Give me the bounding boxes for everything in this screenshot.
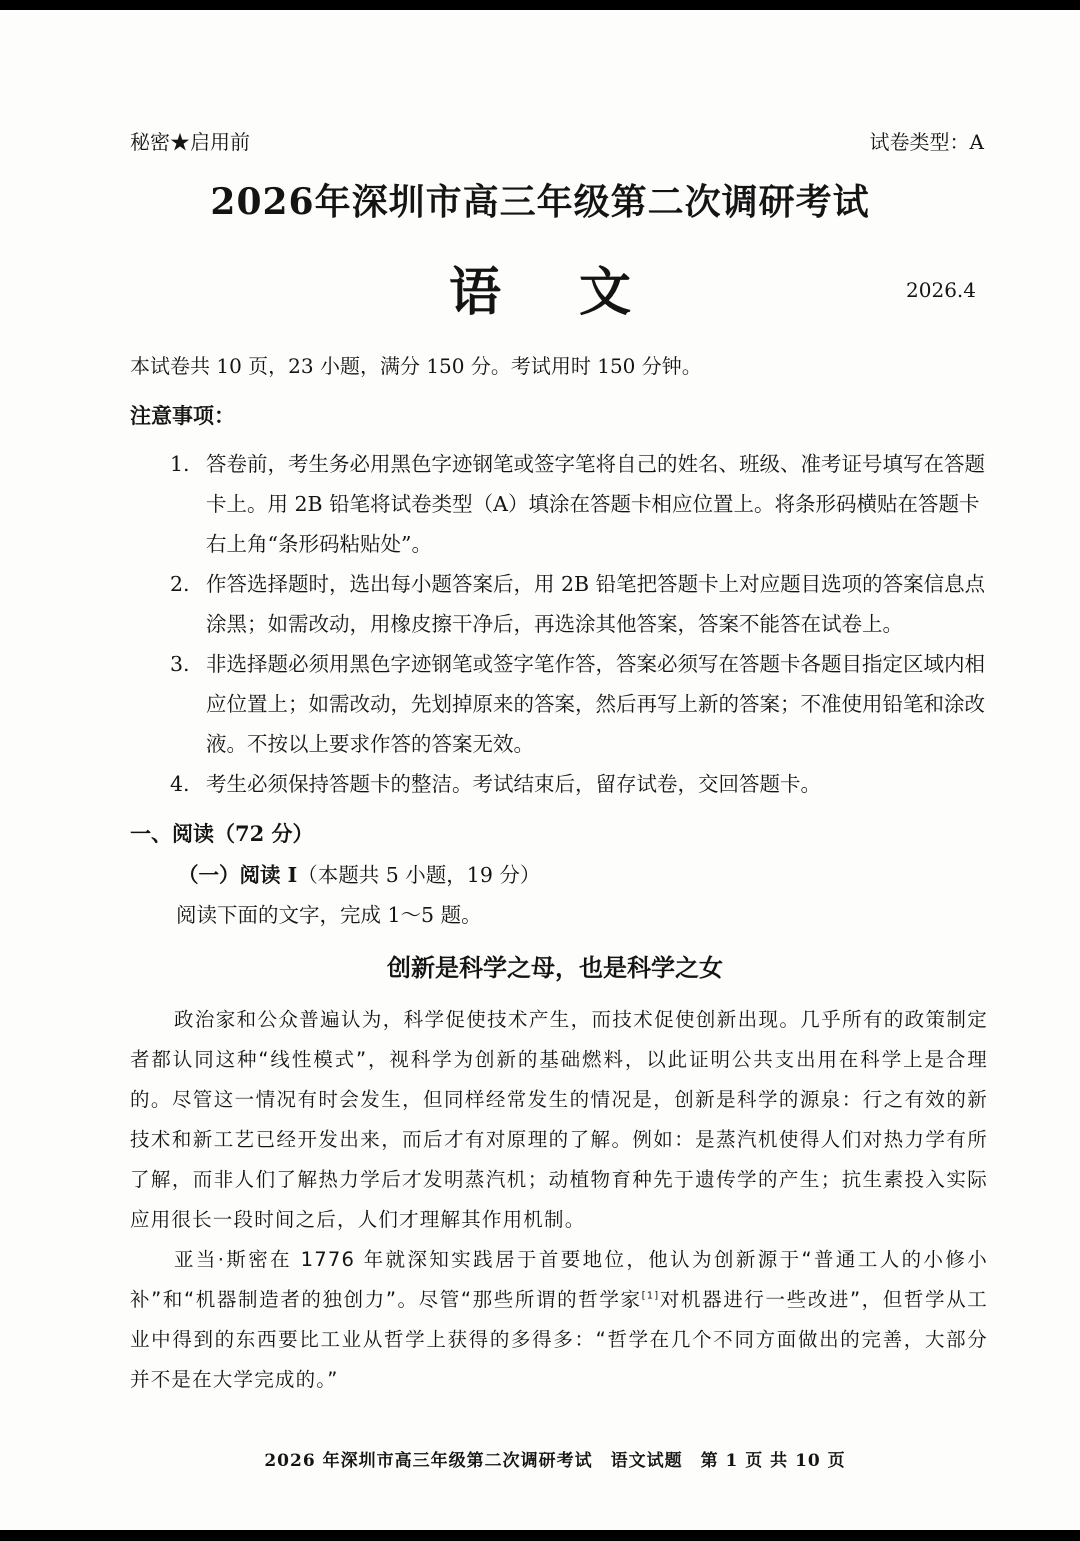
subsection-heading bbox=[178, 858, 540, 888]
note-text: 考生必须保持答题卡的整洁。考试结束后，留存试卷，交回答题卡。 bbox=[206, 772, 821, 796]
exam-summary: 本试卷共 10 页，23 小题，满分 150 分。考试用时 150 分钟。 bbox=[130, 354, 702, 378]
confidential-label: 秘密★启用前 bbox=[130, 130, 250, 154]
exam-title: 2026年深圳市高三年级第二次调研考试 bbox=[210, 181, 870, 223]
subsection-label: （一）阅读 I bbox=[178, 863, 298, 887]
section-heading: 一、阅读（72 分） bbox=[130, 821, 314, 846]
footnote-marker: [1] bbox=[641, 1290, 660, 1302]
note-number: 1. bbox=[170, 452, 190, 476]
page-footer: 2026 年深圳市高三年级第二次调研考试 语文试题 第 1 页 共 10 页 bbox=[264, 1451, 846, 1471]
exam-date: 2026.4 bbox=[906, 278, 976, 302]
note-number: 3. bbox=[170, 652, 190, 676]
note-item-1 bbox=[170, 444, 990, 564]
paper-type-label: 试卷类型：A bbox=[869, 130, 984, 154]
subject-char-1: 语 bbox=[448, 262, 501, 323]
article-paragraph-2 bbox=[130, 1240, 988, 1400]
article-paragraph-1: 政治家和公众普遍认为，科学促使技术产生，而技术促使创新出现。几乎所有的政策制定者都认同这种“线性模式”，视科学为创新的基础燃料，以此证明公共支出用在科学上是合理的。尽管这一情况有时会发生，但同样经常发生的情况是，创新是科学的源泉：行之有效的新技术和新工艺已经开发出来，而后才有对原理的了解。例如：是蒸汽机使得人们对热力学有所了解，而非人们了解热力学后才发明蒸汽机；动植物育种先于遗传学的产生；抗生素投入实际应用很长一段时间之后，人们才理解其作用机制。 bbox=[130, 1008, 988, 1231]
note-text: 作答选择题时，选出每小题答案后，用 2B 铅笔把答题卡上对应题目选项的答案信息点涂黑；如需改动，用橡皮擦干净后，再选涂其他答案，答案不能答在试卷上。 bbox=[206, 572, 986, 636]
notes-heading: 注意事项： bbox=[130, 403, 235, 428]
note-text: 答卷前，考生务必用黑色字迹钢笔或签字笔将自己的姓名、班级、准考证号填写在答题卡上。用 2B 铅笔将试卷类型（A）填涂在答题卡相应位置上。将条形码横贴在答题卡右上角“条形码粘贴处”。 bbox=[206, 452, 985, 556]
note-number: 2. bbox=[170, 572, 190, 596]
exam-page bbox=[0, 10, 1080, 1531]
paragraph-2-part-2: 对机器进行一些改进”，但哲学从工业中得到的东西要比工业从哲学上获得的多得多：“哲学在几个不同方面做出的完善，大部分并不是在大学完成的。” bbox=[130, 1288, 988, 1391]
note-item-2 bbox=[170, 564, 990, 644]
note-item-3 bbox=[170, 644, 990, 764]
note-number: 4. bbox=[170, 772, 190, 796]
note-text: 非选择题必须用黑色字迹钢笔或签字笔作答，答案必须写在答题卡各题目指定区域内相应位置上；如需改动，先划掉原来的答案，然后再写上新的答案；不准使用铅笔和涂改液。不按以上要求作答的答案无效。 bbox=[206, 652, 985, 756]
reading-instruction: 阅读下面的文字，完成 1～5 题。 bbox=[176, 903, 482, 927]
note-item-4 bbox=[170, 764, 990, 804]
article-title: 创新是科学之母，也是科学之女 bbox=[387, 953, 723, 982]
subject-char-2: 文 bbox=[579, 262, 632, 323]
bottom-border bbox=[0, 1530, 1080, 1541]
subsection-detail: （本题共 5 小题，19 分） bbox=[297, 863, 541, 887]
paragraph-2-part-1: 亚当·斯密在 1776 年就深知实践居于首要地位，他认为创新源于“普通工人的小修小补”和“机器制造者的独创力”。尽管“那些所谓的哲学家 bbox=[130, 1248, 988, 1311]
